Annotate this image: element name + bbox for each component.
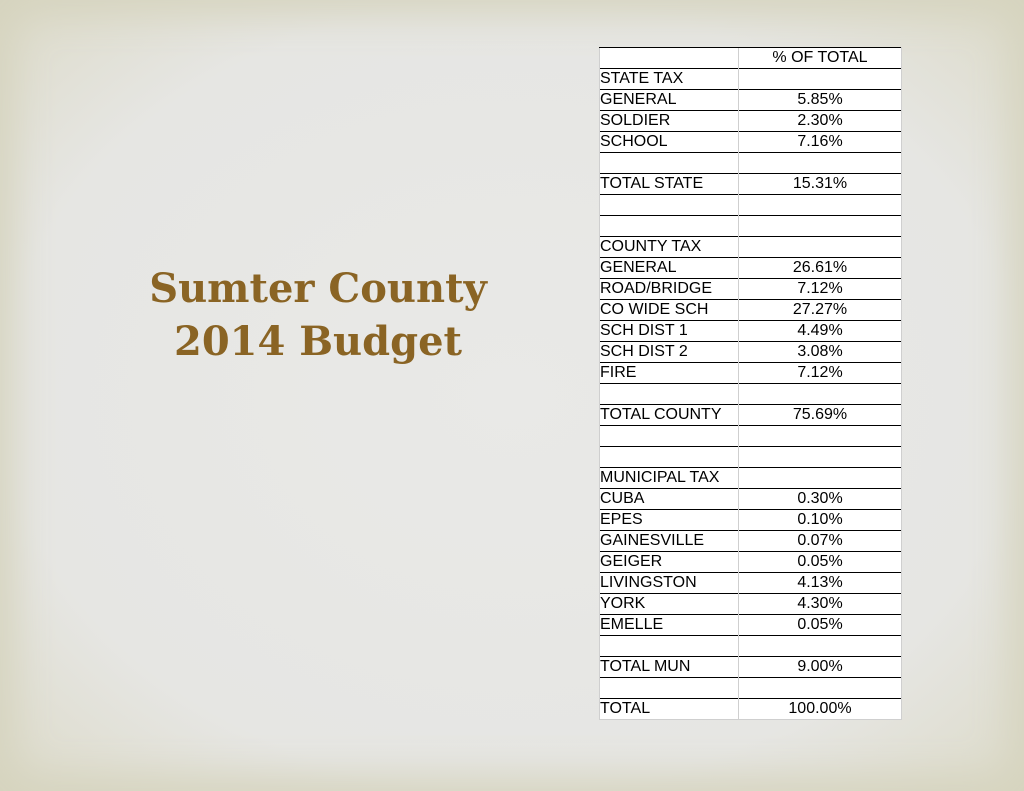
table-row: [600, 132, 902, 153]
row-label: [600, 153, 739, 174]
row-value: 0.05%: [739, 615, 902, 636]
row-label: [600, 447, 739, 468]
title-line-1: Sumter County: [149, 265, 487, 312]
row-value: [739, 216, 902, 237]
table-row: [600, 594, 902, 615]
table-row: [600, 678, 902, 699]
row-value: [739, 384, 902, 405]
row-value: 4.13%: [739, 573, 902, 594]
table-row: [600, 552, 902, 573]
row-value: 26.61%: [739, 258, 902, 279]
row-value: 27.27%: [739, 300, 902, 321]
row-value: [739, 237, 902, 258]
row-value: [739, 468, 902, 489]
table-row: [600, 531, 902, 552]
row-label: ROAD/BRIDGE: [600, 279, 739, 300]
row-value: 7.12%: [739, 363, 902, 384]
row-value: 3.08%: [739, 342, 902, 363]
table-row: [600, 405, 902, 426]
row-value: 0.30%: [739, 489, 902, 510]
table-row: [600, 363, 902, 384]
table-row: [600, 90, 902, 111]
header-value-cell: % OF TOTAL: [739, 48, 902, 69]
row-label: LIVINGSTON: [600, 573, 739, 594]
row-value: 4.49%: [739, 321, 902, 342]
table-row: [600, 636, 902, 657]
table-row: [600, 195, 902, 216]
row-label: EMELLE: [600, 615, 739, 636]
row-value: [739, 447, 902, 468]
row-value: [739, 426, 902, 447]
table-row: [600, 69, 902, 90]
row-value: [739, 153, 902, 174]
row-label: CO WIDE SCH: [600, 300, 739, 321]
slide-title: [118, 262, 518, 368]
row-value: 15.31%: [739, 174, 902, 195]
table-row: [600, 426, 902, 447]
row-value: 100.00%: [739, 699, 902, 720]
table-row: [600, 174, 902, 195]
row-label: YORK: [600, 594, 739, 615]
row-value: 7.16%: [739, 132, 902, 153]
table-row: [600, 300, 902, 321]
row-label: [600, 636, 739, 657]
row-label: TOTAL: [600, 699, 739, 720]
row-value: 0.05%: [739, 552, 902, 573]
row-value: 0.10%: [739, 510, 902, 531]
row-label: [600, 195, 739, 216]
row-label: COUNTY TAX: [600, 237, 739, 258]
table-row: [600, 258, 902, 279]
row-label: GENERAL: [600, 258, 739, 279]
table-row: [600, 615, 902, 636]
row-label: TOTAL MUN: [600, 657, 739, 678]
row-label: CUBA: [600, 489, 739, 510]
table-row: [600, 342, 902, 363]
table-row: [600, 489, 902, 510]
row-label: GENERAL: [600, 90, 739, 111]
table-row: [600, 321, 902, 342]
row-value: 4.30%: [739, 594, 902, 615]
table-row: [600, 384, 902, 405]
row-value: [739, 636, 902, 657]
row-value: 7.12%: [739, 279, 902, 300]
table-row: [600, 216, 902, 237]
table-row: [600, 573, 902, 594]
row-label: TOTAL STATE: [600, 174, 739, 195]
row-label: FIRE: [600, 363, 739, 384]
row-value: 0.07%: [739, 531, 902, 552]
table-header-row: [600, 48, 902, 69]
table-row: [600, 279, 902, 300]
budget-table: [599, 47, 902, 720]
row-label: EPES: [600, 510, 739, 531]
row-value: [739, 678, 902, 699]
table-row: [600, 153, 902, 174]
table-row: [600, 111, 902, 132]
row-label: MUNICIPAL TAX: [600, 468, 739, 489]
row-label: [600, 216, 739, 237]
row-label: SCH DIST 1: [600, 321, 739, 342]
row-label: SCH DIST 2: [600, 342, 739, 363]
title-line-2: 2014 Budget: [173, 318, 462, 365]
row-label: STATE TAX: [600, 69, 739, 90]
row-value: 2.30%: [739, 111, 902, 132]
row-label: GEIGER: [600, 552, 739, 573]
row-label: SOLDIER: [600, 111, 739, 132]
row-value: 9.00%: [739, 657, 902, 678]
row-value: 75.69%: [739, 405, 902, 426]
table-row: [600, 447, 902, 468]
row-label: SCHOOL: [600, 132, 739, 153]
row-value: [739, 69, 902, 90]
row-value: [739, 195, 902, 216]
row-label: TOTAL COUNTY: [600, 405, 739, 426]
table-row: [600, 468, 902, 489]
table-row: [600, 699, 902, 720]
row-label: [600, 384, 739, 405]
header-label-cell: [600, 48, 739, 69]
row-value: 5.85%: [739, 90, 902, 111]
row-label: [600, 426, 739, 447]
table-row: [600, 510, 902, 531]
row-label: [600, 678, 739, 699]
table-row: [600, 237, 902, 258]
row-label: GAINESVILLE: [600, 531, 739, 552]
table-row: [600, 657, 902, 678]
